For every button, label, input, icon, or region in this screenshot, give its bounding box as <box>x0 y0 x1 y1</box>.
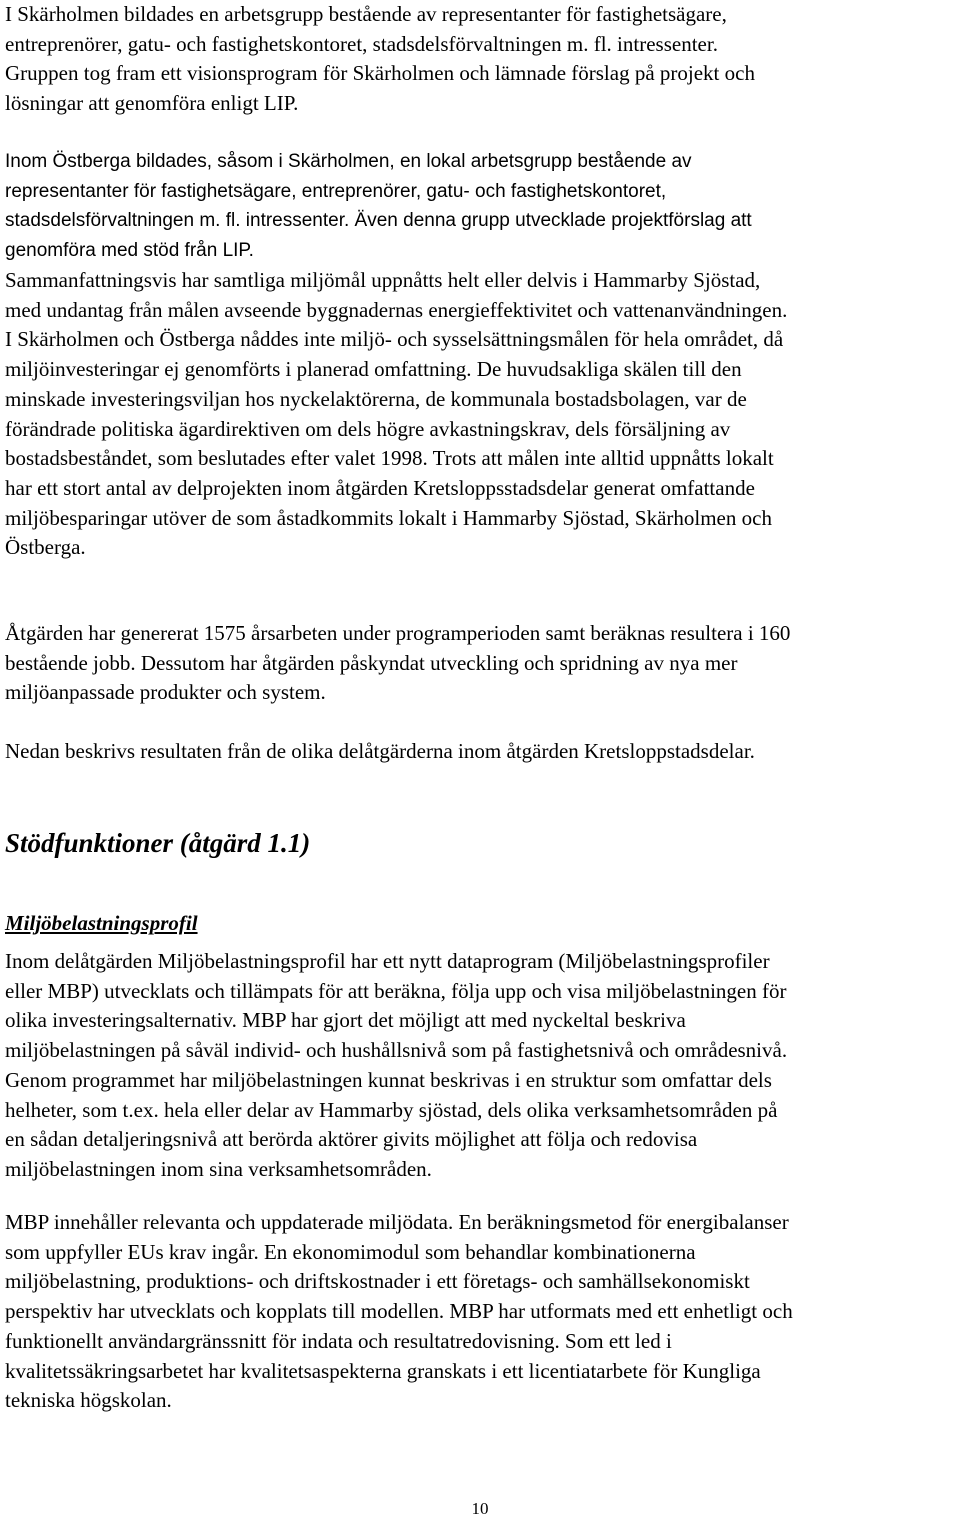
text-line: miljöbelastningen inom sina verksamhetsområden. <box>5 1156 432 1181</box>
text-line: har ett stort antal av delprojekten inom åtgärden Kretsloppsstadsdelar generat omfattande <box>5 475 755 500</box>
text-line: I Skärholmen bildades en arbetsgrupp bestående av representanter för fastighetsägare, <box>5 2 727 26</box>
text-line: genomföra med stöd från LIP. <box>5 240 254 262</box>
text-line: med undantag från målen avseende byggnadernas energieffektivitet och vattenanvändningen. <box>5 297 788 322</box>
subsection-heading: Miljöbelastningsprofil <box>5 911 198 935</box>
text-line: perspektiv har utvecklats och kopplats till modellen. MBP har utformats med ett enhetligt och <box>5 1299 793 1324</box>
paragraph-intro-results <box>5 737 755 767</box>
text-line: tekniska högskolan. <box>5 1388 172 1413</box>
section-heading: Stödfunktioner (åtgärd 1.1) <box>5 828 311 858</box>
text-line: MBP innehåller relevanta och uppdaterade miljödata. En beräkningsmetod för energibalanser <box>5 1210 789 1234</box>
text-line: miljöbesparingar utöver de som åstadkommits lokalt i Hammarby Sjöstad, Skärholmen och <box>5 505 772 530</box>
paragraph-skarholmen-group <box>5 0 755 119</box>
text-line: kvalitetssäkringsarbetet har kvalitetsaspekterna granskats i ett licentiatarbete för Kungliga <box>5 1358 761 1383</box>
paragraph-mbp-intro <box>5 947 787 1185</box>
text-line: minskade investeringsviljan hos nyckelaktörerna, de kommunala bostadsbolagen, var de <box>5 386 747 411</box>
text-line: Nedan beskrivs resultaten från de olika delåtgärderna inom åtgärden Kretsloppstadsdelar. <box>5 739 755 763</box>
text-line: som uppfyller EUs krav ingår. En ekonomimodul som behandlar kombinationerna <box>5 1239 696 1264</box>
text-line: Genom programmet har miljöbelastningen kunnat beskrivas i en struktur som omfattar dels <box>5 1067 772 1092</box>
text-line: funktionellt användargränssnitt för indata och resultatredovisning. Som ett led i <box>5 1328 672 1353</box>
text-line: Inom Östberga bildades, såsom i Skärholmen, en lokal arbetsgrupp bestående av <box>5 151 692 172</box>
text-line: lösningar att genomföra enligt LIP. <box>5 91 299 116</box>
text-line: miljöbelastningen på såväl individ- och hushållsnivå som på fastighetsnivå och områdesnivå. <box>5 1038 788 1063</box>
text-line: Åtgärden har genererat 1575 årsarbeten under programperioden samt beräknas resultera i 160 <box>5 621 791 645</box>
text-line: olika investeringsalternativ. MBP har gjort det möjligt att med nyckeltal beskriva <box>5 1008 686 1033</box>
text-line: miljöinvesteringar ej genomförts i planerad omfattning. De huvudsakliga skälen till den <box>5 357 742 382</box>
text-line: Östberga. <box>5 535 86 560</box>
text-line: bostadsbeståndet, som beslutades efter valet 1998. Trots att målen inte alltid uppnåtts lokalt <box>5 446 774 471</box>
text-line: en sådan detaljeringsnivå att berörda aktörer givits möjlighet att följa och redovisa <box>5 1127 698 1152</box>
text-line: förändrade politiska ägardirektiven om dels högre avkastningskrav, dels försäljning av <box>5 416 731 441</box>
text-line: Gruppen tog fram ett visionsprogram för Skärholmen och lämnade förslag på projekt och <box>5 61 755 86</box>
paragraph-jobs <box>5 619 790 708</box>
text-line: entreprenörer, gatu- och fastighetskontoret, stadsdelsförvaltningen m. fl. intressenter. <box>5 31 718 56</box>
text-line: Inom delåtgärden Miljöbelastningsprofil har ett nytt dataprogram (Miljöbelastningsprofiler <box>5 949 770 973</box>
text-line: miljöanpassade produkter och system. <box>5 680 326 705</box>
text-line: helheter, som t.ex. hela eller delar av Hammarby sjöstad, dels olika verksamhetsområden på <box>5 1097 778 1122</box>
text-line: Sammanfattningsvis har samtliga miljömål uppnåtts helt eller delvis i Hammarby Sjöstad, <box>5 268 761 292</box>
page-number: 10 <box>471 1499 489 1518</box>
text-line: I Skärholmen och Östberga nåddes inte miljö- och sysselsättningsmålen för hela området, då <box>5 327 784 352</box>
text-line: eller MBP) utvecklats och tillämpats för att beräkna, följa upp och visa miljöbelastningen för <box>5 978 787 1003</box>
text-line: miljöbelastning, produktions- och driftskostnader i ett företags- och samhällsekonomiskt <box>5 1269 750 1294</box>
text-line: bestående jobb. Dessutom har åtgärden påskyndat utveckling och spridning av nya mer <box>5 650 738 675</box>
paragraph-ostberga-group <box>5 147 752 266</box>
text-line: representanter för fastighetsägare, entreprenörer, gatu- och fastighetskontoret, <box>5 180 667 202</box>
paragraph-summary <box>5 266 787 563</box>
text-line: stadsdelsförvaltningen m. fl. intressenter. Även denna grupp utvecklade projektförslag att <box>5 210 752 232</box>
paragraph-mbp-details <box>5 1208 793 1416</box>
